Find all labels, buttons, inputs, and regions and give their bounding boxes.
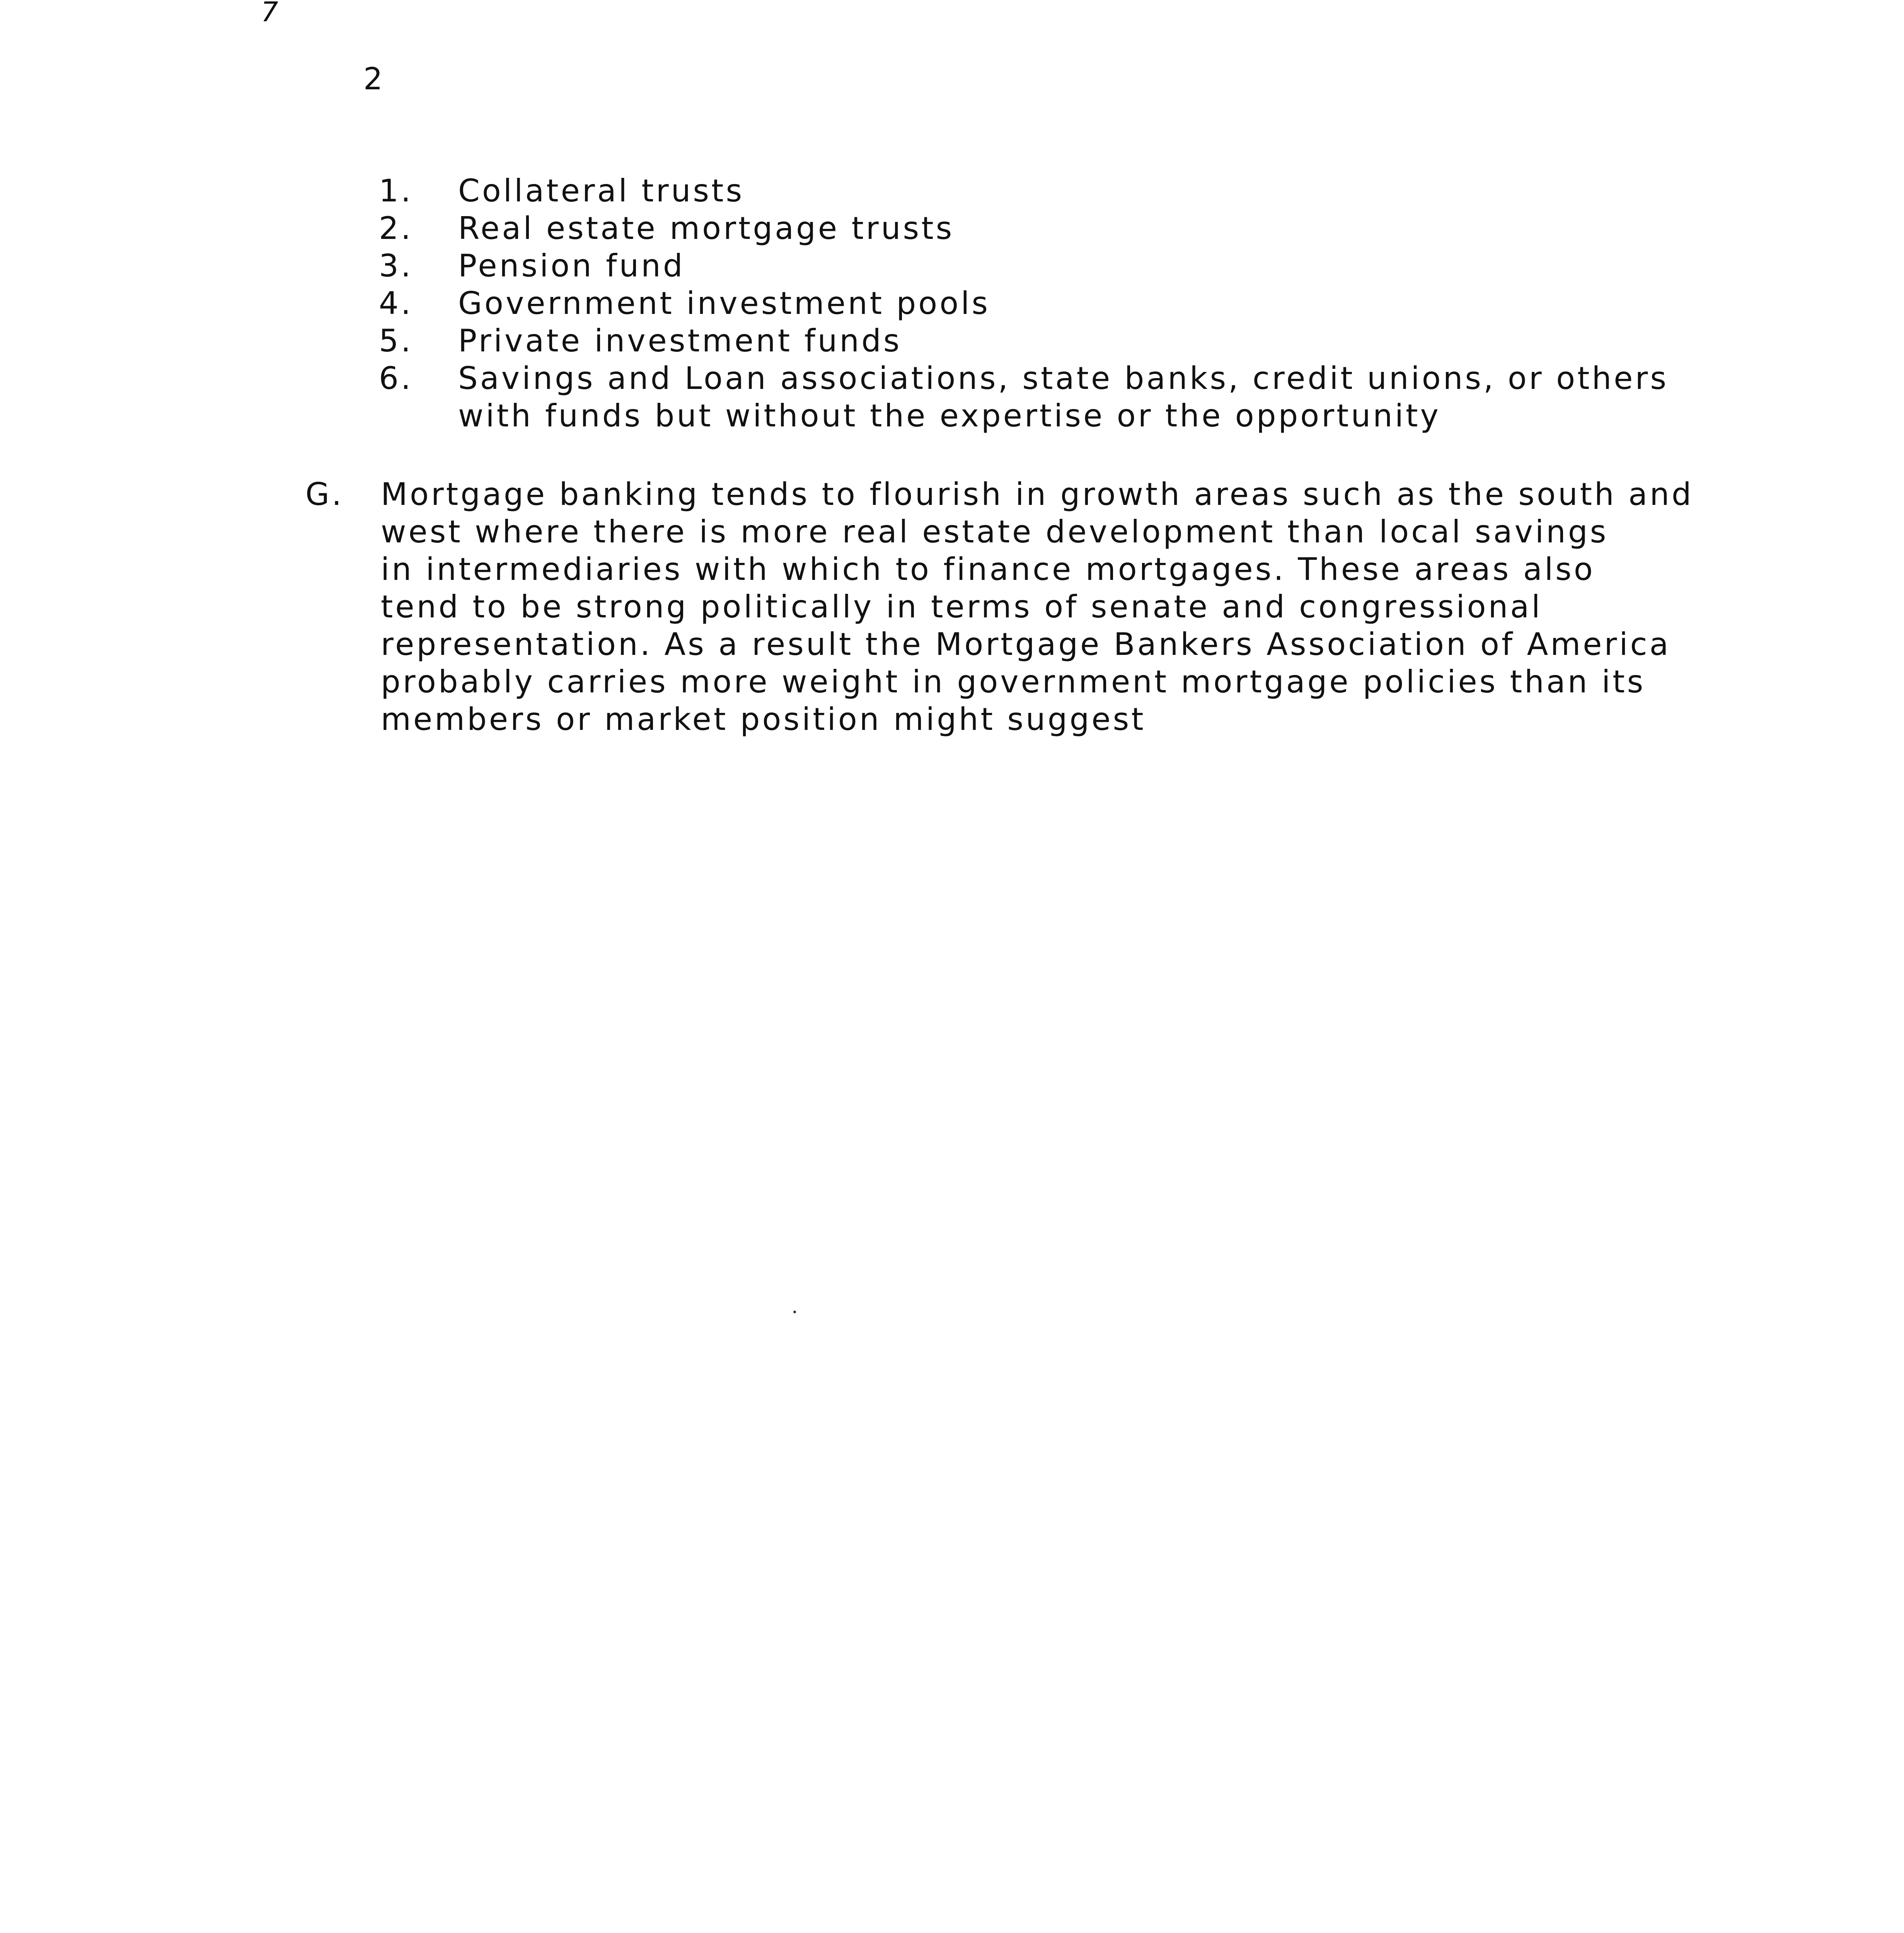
list-item-number: 3. xyxy=(379,248,413,284)
list-item-text: Pension fund xyxy=(458,248,685,284)
list-item-number: 5. xyxy=(379,323,413,359)
corner-mark: 7 xyxy=(261,0,281,28)
list-item xyxy=(379,360,1809,435)
list-item-number: 2. xyxy=(379,210,413,246)
list-item xyxy=(379,210,1809,247)
numbered-list xyxy=(379,172,1809,435)
list-item xyxy=(379,247,1809,285)
paragraph-line: members or market position might suggest xyxy=(381,701,1146,737)
list-item-number: 6. xyxy=(379,360,413,396)
list-item xyxy=(379,322,1809,360)
paragraph-line: west where there is more real estate development than local savings xyxy=(381,514,1609,550)
paragraph-line: in intermediaries with which to finance mortgages. These areas also xyxy=(381,551,1595,587)
list-item-text: Collateral trusts xyxy=(458,173,745,209)
scan-speck xyxy=(793,1311,796,1313)
list-item-text: Private investment funds xyxy=(458,323,902,359)
list-item-number: 4. xyxy=(379,285,413,321)
page-number: 2 xyxy=(363,62,385,97)
list-item xyxy=(379,172,1809,210)
section-marker: G. xyxy=(305,476,344,512)
list-item-number: 1. xyxy=(379,173,413,209)
list-item-text: Real estate mortgage trusts xyxy=(458,210,955,246)
paragraph-line: Mortgage banking tends to flourish in growth areas such as the south and xyxy=(381,476,1694,512)
paragraph-line: probably carries more weight in government mortgage policies than its xyxy=(381,664,1646,700)
paragraph-line: representation. As a result the Mortgage Bankers Association of America xyxy=(381,626,1671,662)
list-item xyxy=(379,285,1809,322)
section-paragraph xyxy=(381,476,1813,738)
list-item-text: Government investment pools xyxy=(458,285,990,321)
paragraph-line: tend to be strong politically in terms of senate and congressional xyxy=(381,589,1543,625)
list-item-text: Savings and Loan associations, state banks, credit unions, or others with funds but without the expertise or the opportunity xyxy=(458,360,1669,434)
section-g xyxy=(305,476,1813,738)
